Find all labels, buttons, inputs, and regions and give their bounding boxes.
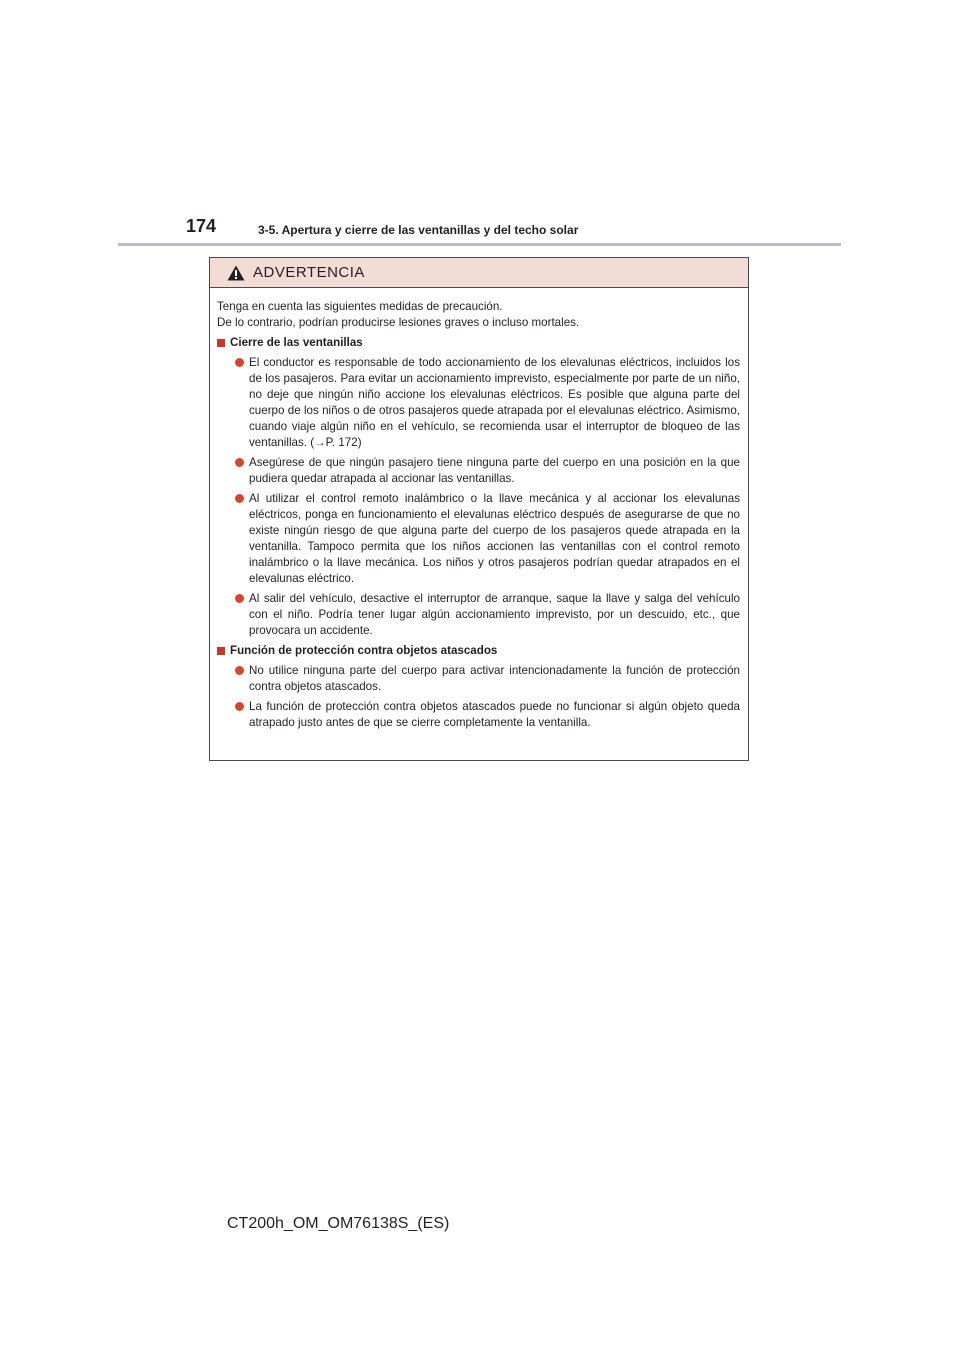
list-item [217, 663, 740, 695]
bullet-text: El conductor es responsable de todo accionamiento de los elevalunas eléctricos, incluidos los de los pasajeros. Para evitar un accionamiento imprevisto, especialmente por parte de un niño, no deje que ningún niño accione los elevalunas eléctricos. Es posible que alguna parte del cuerpo de los niños o de otros pasajeros quede atrapada por el elevalunas eléctrico. Asimismo, cuando viaje algún niño en el vehículo, se recomienda usar el interruptor de bloqueo de las ventanillas. (→P. 172) [249, 356, 740, 449]
round-bullet-icon [235, 358, 244, 367]
round-bullet-icon [235, 494, 244, 503]
list-item [217, 455, 740, 487]
round-bullet-icon [235, 666, 244, 675]
warning-intro-line-1: Tenga en cuenta las siguientes medidas de precaución. [217, 300, 503, 313]
bullet-text: Al salir del vehículo, desactive el interruptor de arranque, saque la llave y salga del vehículo con el niño. Podría tener lugar algún accionamiento imprevisto, por un descuido, etc., que provocara un accidente. [249, 592, 740, 637]
list-item [217, 355, 740, 451]
list-item [217, 591, 740, 639]
list-item [217, 699, 740, 731]
round-bullet-icon [235, 594, 244, 603]
document-code: CT200h_OM_OM76138S_(ES) [227, 1215, 450, 1232]
section-heading-text: Cierre de las ventanillas [230, 336, 363, 349]
bullet-text: Al utilizar el control remoto inalámbrico o la llave mecánica y al accionar los elevalunas eléctricos, ponga en funcionamiento el elevalunas eléctrico después de asegurarse de que no existe ningún riesgo de que alguna parte del cuerpo de los pasajeros quede atrapada en la ventanilla. Tampoco permita que los niños accionen las ventanillas con el control remoto inalámbrico o la llave mecánica. Los niños y otros pasajeros podrían quedar atrapados en el elevalunas eléctrico. [249, 492, 740, 585]
page-header [0, 0, 960, 250]
warning-header [210, 258, 748, 288]
list-item [217, 491, 740, 587]
section-heading-window-closing [217, 335, 740, 351]
bullet-text: La función de protección contra objetos atascados puede no funcionar si algún objeto queda atrapado justo antes de que se cierre completamente la ventanilla. [249, 700, 740, 729]
header-divider [118, 243, 841, 246]
warning-intro-line-2: De lo contrario, podrían producirse lesiones graves o incluso mortales. [217, 316, 580, 329]
round-bullet-icon [235, 458, 244, 467]
section-title: 3-5. Apertura y cierre de las ventanillas y del techo solar [258, 223, 579, 237]
warning-triangle-icon [227, 265, 245, 281]
square-bullet-icon [217, 647, 225, 655]
bullet-text: No utilice ninguna parte del cuerpo para activar intencionadamente la función de protección contra objetos atascados. [249, 664, 740, 693]
round-bullet-icon [235, 702, 244, 711]
page-number: 174 [186, 216, 217, 236]
warning-title: ADVERTENCIA [253, 264, 365, 281]
section-heading-text: Función de protección contra objetos atascados [230, 644, 498, 657]
warning-box [209, 257, 749, 761]
square-bullet-icon [217, 339, 225, 347]
warning-body [210, 288, 748, 731]
section-heading-jam-protection [217, 643, 740, 659]
bullet-text: Asegúrese de que ningún pasajero tiene ninguna parte del cuerpo en una posición en la que pudiera quedar atrapada al accionar las ventanillas. [249, 456, 740, 485]
